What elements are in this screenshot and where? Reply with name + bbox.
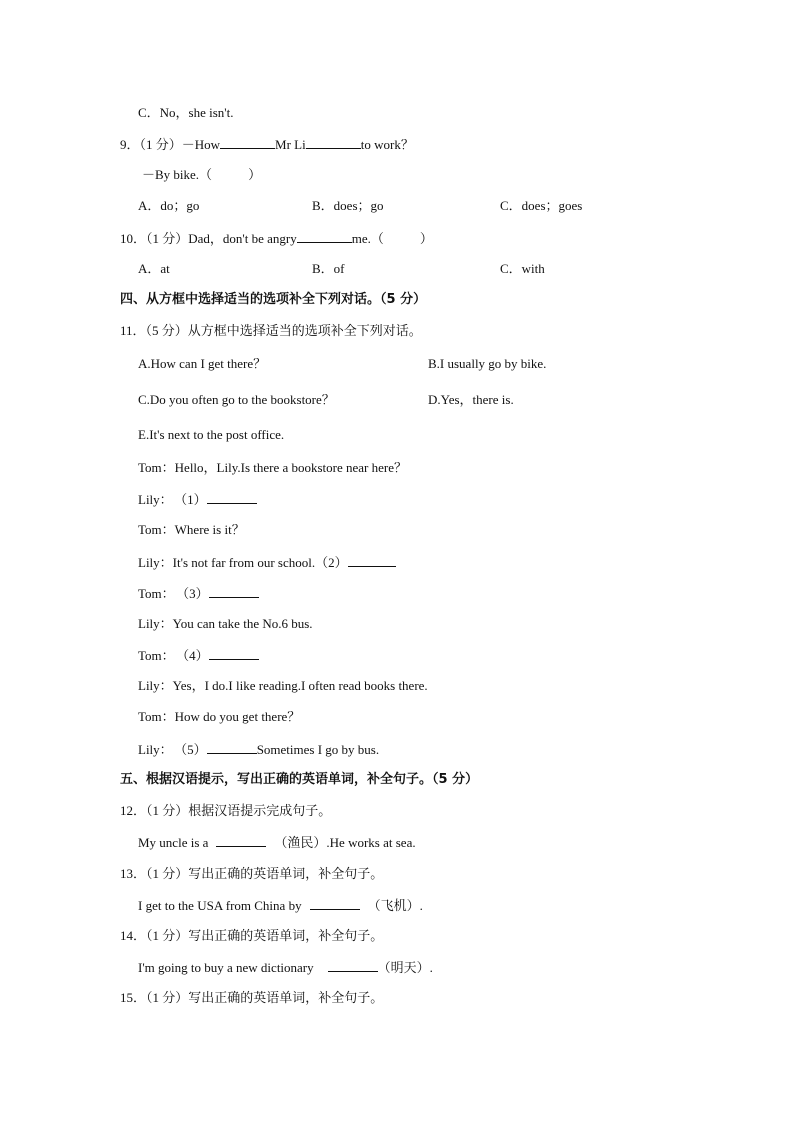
answer-blank bbox=[207, 741, 257, 754]
answer-blank bbox=[306, 136, 361, 149]
answer-blank bbox=[209, 647, 259, 660]
sentence-before: I get to the USA from China by bbox=[138, 898, 302, 913]
section-4-title: 四、从方框中选择适当的选项补全下列对话。（5 分） bbox=[120, 292, 427, 307]
speaker-label: Tom： bbox=[138, 709, 175, 724]
q8-option-c: C．No，she isn't. bbox=[138, 105, 234, 120]
dialog-text: Yes，I do.I like reading.I often read books there. bbox=[172, 678, 428, 693]
q13-sentence bbox=[138, 897, 423, 914]
q10-prefix: 10．（1 分）Dad，don't be angry bbox=[120, 231, 297, 246]
chinese-hint: （渔民） bbox=[274, 835, 327, 850]
speaker-label: Lily： bbox=[138, 678, 173, 693]
dialog-line bbox=[138, 491, 257, 508]
chinese-hint: （明天） bbox=[377, 960, 430, 975]
sentence-after: . bbox=[429, 960, 433, 975]
answer-blank bbox=[348, 554, 396, 567]
answer-blank bbox=[216, 834, 266, 847]
option-box-a: A.How can I get there？ bbox=[138, 356, 267, 371]
chinese-hint: （飞机） bbox=[367, 898, 420, 913]
option-box-c: C.Do you often go to the bookstore？ bbox=[138, 392, 335, 407]
dialog-line bbox=[138, 554, 396, 571]
dialog-line bbox=[138, 522, 245, 538]
answer-blank bbox=[310, 897, 360, 910]
answer-blank bbox=[209, 585, 259, 598]
answer-blank bbox=[328, 959, 378, 972]
sentence-after: .He works at sea. bbox=[326, 835, 416, 850]
speaker-label: Tom： bbox=[138, 522, 175, 537]
q9-option-a: A．do；go bbox=[138, 198, 200, 213]
dialog-text: Hello，Lily.Is there a bookstore near here？ bbox=[174, 460, 408, 475]
dialog-line bbox=[138, 709, 300, 725]
speaker-label: Lily： bbox=[138, 742, 173, 757]
dialog-text-after: Sometimes I go by bus. bbox=[256, 742, 380, 757]
speaker-label: Tom： bbox=[138, 648, 175, 663]
dialog-line bbox=[138, 741, 379, 758]
q9-answer-text: －By bike.（ bbox=[142, 167, 213, 182]
sentence-before: I'm going to buy a new dictionary bbox=[138, 960, 314, 975]
q15-stem: 15．（1 分）写出正确的英语单词，补全句子。 bbox=[120, 990, 384, 1005]
option-box-b: B.I usually go by bike. bbox=[428, 356, 547, 371]
q9-answer-line bbox=[142, 167, 261, 183]
answer-blank bbox=[207, 491, 257, 504]
speaker-label: Tom： bbox=[138, 460, 175, 475]
dialog-line bbox=[138, 585, 259, 602]
dialog-line bbox=[138, 678, 428, 694]
q10-option-b: B．of bbox=[312, 261, 345, 276]
q13-stem: 13．（1 分）写出正确的英语单词，补全句子。 bbox=[120, 866, 384, 881]
q10-option-c: C．with bbox=[500, 261, 545, 276]
speaker-label: Tom： bbox=[138, 586, 175, 601]
dialog-line bbox=[138, 460, 407, 476]
dialog-text: You can take the No.6 bus. bbox=[172, 616, 313, 631]
q9-prefix: 9．（1 分）－How bbox=[120, 137, 221, 152]
q9-stem bbox=[120, 136, 414, 153]
option-box-e: E.It's next to the post office. bbox=[138, 427, 285, 442]
dialog-text: It's not far from our school.（2） bbox=[172, 555, 348, 570]
sentence-before: My uncle is a bbox=[138, 835, 209, 850]
q9-mid: Mr Li bbox=[275, 137, 306, 152]
section-5-title: 五、根据汉语提示，写出正确的英语单词，补全句子。（5 分） bbox=[120, 772, 479, 787]
q10-stem bbox=[120, 230, 433, 247]
dialog-text: （3） bbox=[182, 586, 209, 601]
q14-sentence bbox=[138, 959, 433, 976]
dialog-text: Where is it？ bbox=[174, 522, 245, 537]
q9-option-c: C．does；goes bbox=[500, 198, 583, 213]
dialog-text: （5） bbox=[180, 742, 207, 757]
dialog-text: How do you get there？ bbox=[174, 709, 301, 724]
q9-answer-close: ） bbox=[248, 167, 262, 182]
dialog-line bbox=[138, 616, 313, 632]
dialog-text: （1） bbox=[180, 492, 207, 507]
q10-option-a: A．at bbox=[138, 261, 170, 276]
speaker-label: Lily： bbox=[138, 492, 173, 507]
dialog-line bbox=[138, 647, 259, 664]
speaker-label: Lily： bbox=[138, 555, 173, 570]
q10-suffix: me.（ bbox=[351, 231, 384, 246]
q9-suffix: to work？ bbox=[360, 137, 414, 152]
q10-close: ） bbox=[419, 231, 433, 246]
q12-sentence bbox=[138, 834, 416, 851]
q14-stem: 14．（1 分）写出正确的英语单词，补全句子。 bbox=[120, 928, 384, 943]
option-box-d: D.Yes，there is. bbox=[428, 392, 514, 407]
speaker-label: Lily： bbox=[138, 616, 173, 631]
answer-blank bbox=[220, 136, 275, 149]
dialog-text: （4） bbox=[182, 648, 209, 663]
q12-stem: 12．（1 分）根据汉语提示完成句子。 bbox=[120, 803, 332, 818]
sentence-after: . bbox=[419, 898, 423, 913]
q11-stem: 11．（5 分）从方框中选择适当的选项补全下列对话。 bbox=[120, 323, 422, 338]
q9-option-b: B．does；go bbox=[312, 198, 384, 213]
answer-blank bbox=[297, 230, 352, 243]
